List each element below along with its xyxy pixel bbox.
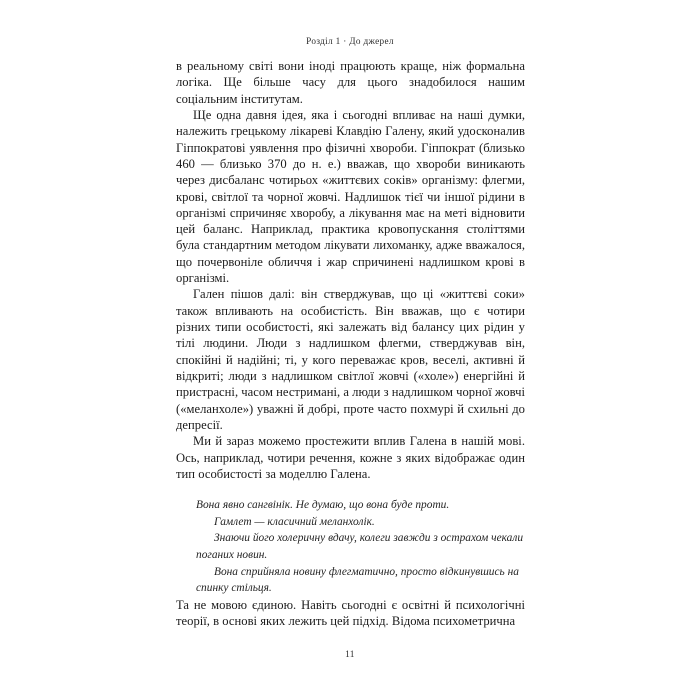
example-sentences-block [176,497,525,597]
example-sentence: Знаючи його холеричну вдачу, колеги завжди з острахом чекали поганих новин. [196,532,524,561]
running-head: Розділ 1 · До джерел [306,36,394,46]
body-paragraph: Ми й зараз можемо простежити вплив Галена в нашій мові. Ось, наприклад, чотири речення, кожне з яких відображає один тип особистості за моделлю Галена. [176,434,525,481]
body-paragraph: Та не мовою єдиною. Навіть сьогодні є освітні й психологічні теорії, в основі яких лежить цей підхід. Відома психометрична [176,597,525,628]
page-number: 11 [345,650,355,660]
body-paragraph: в реальному світі вони іноді працюють краще, ніж формальна логіка. Ще більше часу для цього знадобилося нашим соціальним інститутам. [176,59,525,106]
example-sentence: Гамлет — класичний меланхолік. [214,515,375,528]
body-paragraph: Гален пішов далі: він стверджував, що ці «життєві соки» також впливають на особистість. Він вважав, що є чотири різних типи особистості, які залежать від балансу цих рідин у тілі людини. Люди з надлишком флегми, стверджував він, спокійні й надійні; ті, у кого переважає кров, веселі, активні й відкриті; люди з надлишком світлої жовчі («холе») енергійні й пристрасні, часом нестримані, а люди з надлишком чорної жовчі («меланхоле») уважні й добрі, проте часто похмурі й схильні до депресії. [176,287,525,432]
example-sentence: Вона сприйняла новину флегматично, просто відкинувшись на спинку стільця. [196,565,519,595]
text-column [176,58,525,629]
body-paragraph: Ще одна давня ідея, яка і сьогодні впливає на наші думки, належить грецькому лікареві Клавдію Галену, який удосконалив Гіппократові уявлення про фізичні хвороби. Гіппократ (близько 460 — близько 370 до н. е.) вважав, що хвороби виникають через дисбаланс чотирьох «життєвих соків» організму: флегми, крові, світлої та чорної жовчі. Надлишок тієї чи іншої рідини в організмі спричиняє хворобу, а лікування має на меті відновити цей баланс. Наприклад, практика кровопускання століттями була стандартним методом лікувати лихоманку, адже вважалося, що почервоніле обличчя і жар спричинені надлишком крові в організмі. [176,107,525,286]
example-sentence: Вона явно сангвінік. Не думаю, що вона буде проти. [196,499,450,512]
